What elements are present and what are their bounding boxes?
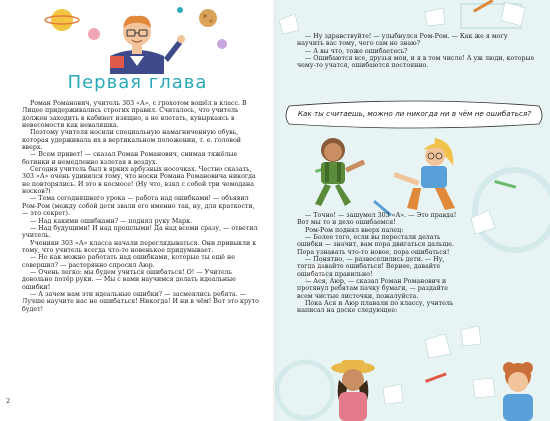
paragraph: Сегодня учитель был в ярких арбузных носочках. Честно сказать, 303 «А» очень удивился тому, что носки Романа Романовича никогда не повторялись. И это в космосе! (Ну что, взял с собой три чемодана носков?)	[22, 166, 256, 196]
paragraph: Поэтому учителя носили специальную намагниченную обувь, которая удерживала их в вертикальном положении, т. е. головой вверх.	[22, 129, 241, 152]
paragraph: Ученики 303 «А» класса начали переглядываться. Они привыкли к тому, что учитель всегда что-то новенькое придумывает.	[22, 239, 257, 254]
speech-bubble-question: Как ты считаешь, можно ли никогда ни в чём не ошибаться?	[297, 109, 532, 118]
paragraph: — Ошибаются все, друзья мои, и я в том числе! А уж люди, которые чему-то учатся, ошибаются постоянно.	[297, 55, 535, 70]
paragraph: — Ася, Аюр, — сказал Роман Романович и протянул ребятам пачку бумаги, — раздайте всем чистые листочки, пожалуйста.	[297, 278, 448, 300]
paragraph: — Точно! — зашумел 303 «А». — Это правда! Вот мы то и дело ошибаемся!	[297, 212, 457, 227]
teacher-illustration	[40, 4, 235, 74]
right-page	[275, 0, 550, 421]
kids-bottom-illustration	[323, 358, 543, 421]
paragraph: — Над будущими! И над прошлыми! Да над всеми сразу, — ответил учитель.	[22, 224, 258, 240]
paragraph: — Всем привет! — сказал Роман Романович, снимая тяжёлые ботинки и немедленно взлетая в воздух.	[22, 151, 238, 166]
right-page-bottom-text	[297, 212, 457, 315]
right-page-top-text	[297, 33, 535, 70]
floating-kids-illustration	[295, 132, 475, 214]
paragraph: — Очень легко: мы будем учиться ошибаться! О! — Учитель довольно потёр руки. — Мы с вами научимся делать идеальные ошибки!	[22, 268, 236, 291]
pencil-icon	[473, 0, 494, 13]
page-number: 2	[6, 397, 11, 405]
paragraph: — А вы что, тоже ошибаетесь?	[305, 47, 408, 55]
chapter-title: Первая глава	[67, 72, 208, 93]
paragraph: Ром-Ром поднял вверх палец:	[305, 226, 404, 234]
paragraph: — Понятно, — развеселились дети. — Ну, тогда давайте ошибаться! Вернее, давайте ошибаться правильно!	[297, 256, 445, 278]
paragraph: — Тема сегодняшнего урока — работа над ошибками! — объявил Ром-Ром (между собой дети звали его именно так, ну, для краткости, — это секрет).	[22, 195, 255, 218]
left-page-body	[22, 100, 262, 313]
pencil-icon	[494, 180, 516, 189]
paragraph: — Над какими ошибками? — поднял руку Марк.	[30, 217, 193, 225]
paragraph: — Ну здравствуйте! — улыбнулся Ром-Ром. — Как же я могу научить вас тому, чего сам не знаю?	[297, 33, 508, 48]
paragraph: Пока Ася и Аюр плавали по классу, учитель написал на доске следующее:	[297, 300, 454, 315]
paragraph: — Но как можно работать над ошибками, которые ты ещё не совершил? — растерянно спросил Аюр.	[22, 254, 235, 269]
paragraph: — А зачем нам эти идеальные ошибки? — засмеялись ребята. — Лучше научите нас не ошибаться! Никогда! И ни в чём! Вот это круто будет!	[22, 290, 259, 313]
paragraph: — Более того, если вы перестали делать ошибки — значит, вам пора двигаться дальше. Пора узнавать что-то новое, пора ошибаться!	[297, 234, 454, 256]
book-gutter	[273, 0, 277, 421]
paragraph: Роман Романович, учитель 303 «А», с грохотом вошёл в класс. В Лицее придерживались строгих правил. Считалось, что учитель должен заходить в кабинет изящно, а не влетать, кувыркаясь в невесомости как неваляшка.	[22, 100, 247, 130]
